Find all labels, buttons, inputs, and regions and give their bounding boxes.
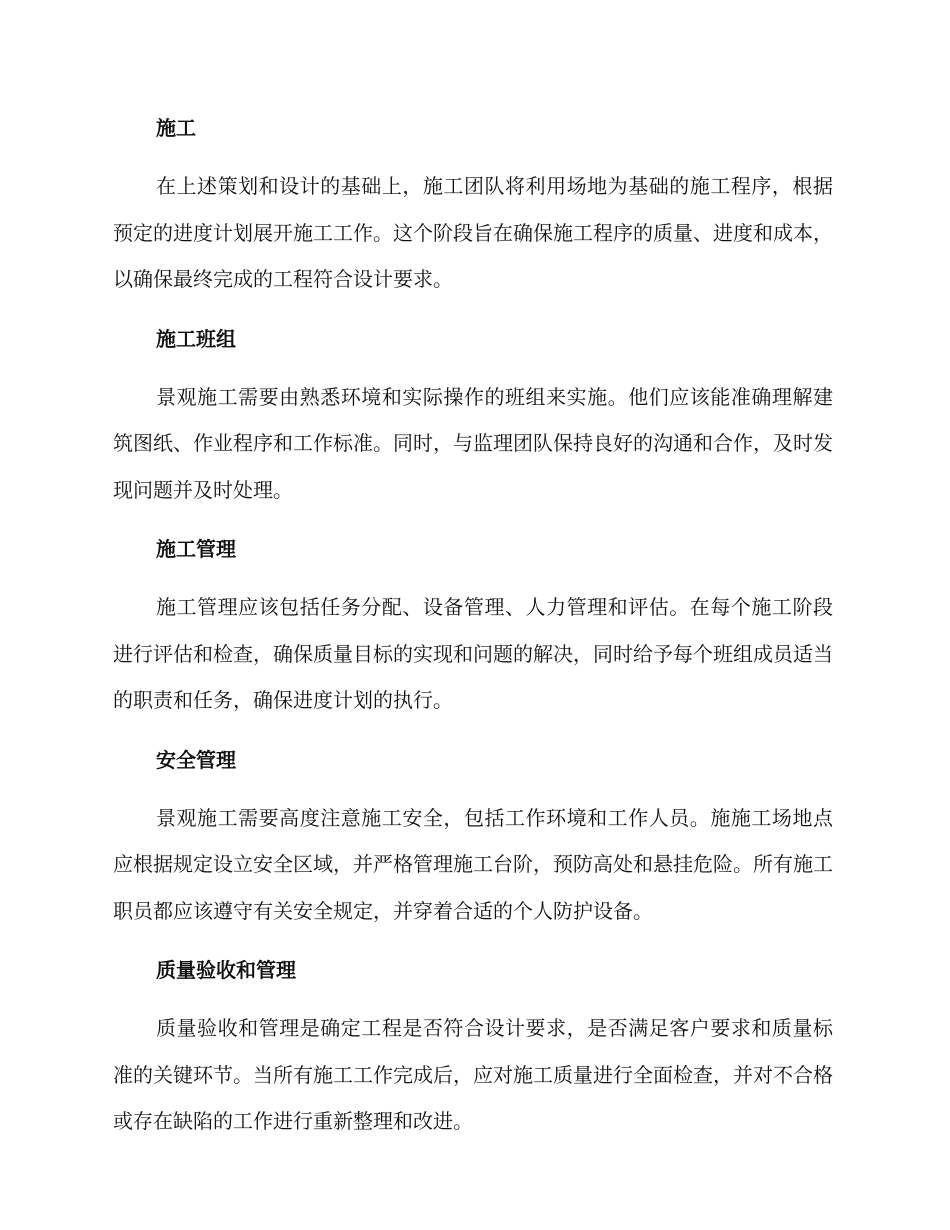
section-paragraph: 景观施工需要高度注意施工安全，包括工作环境和工作人员。施施工场地点应根据规定设立安全区域，并严格管理施工台阶，预防高处和悬挂危险。所有施工职员都应该遵守有关安全规定，并穿着合适的个人防护设备。 — [113, 805, 833, 923]
section-construction-team — [113, 321, 833, 514]
section-safety-management — [113, 742, 833, 935]
section-construction-management — [113, 531, 833, 724]
section-heading: 安全管理 — [156, 747, 236, 772]
section-construction — [113, 110, 833, 303]
section-paragraph: 在上述策划和设计的基础上，施工团队将利用场地为基础的施工程序，根据预定的进度计划展开施工工作。这个阶段旨在确保施工程序的质量、进度和成本，以确保最终完成的工程符合设计要求。 — [113, 174, 833, 291]
section-quality-acceptance — [113, 952, 833, 1145]
section-heading: 质量验收和管理 — [156, 958, 296, 982]
section-heading: 施工班组 — [156, 326, 236, 351]
section-paragraph: 景观施工需要由熟悉环境和实际操作的班组来实施。他们应该能准确理解建筑图纸、作业程序和工作标准。同时，与监理团队保持良好的沟通和合作，及时发现问题并及时处理。 — [113, 384, 833, 502]
section-paragraph: 质量验收和管理是确定工程是否符合设计要求，是否满足客户要求和质量标准的关键环节。当所有施工工作完成后，应对施工质量进行全面检查，并对不合格或存在缺陷的工作进行重新整理和改进。 — [113, 1016, 833, 1133]
section-heading: 施工管理 — [156, 537, 236, 561]
document-page — [113, 110, 833, 1163]
section-heading: 施工 — [156, 116, 196, 140]
section-paragraph: 施工管理应该包括任务分配、设备管理、人力管理和评估。在每个施工阶段进行评估和检查，确保质量目标的实现和问题的解决，同时给予每个班组成员适当的职责和任务，确保进度计划的执行。 — [113, 595, 833, 712]
